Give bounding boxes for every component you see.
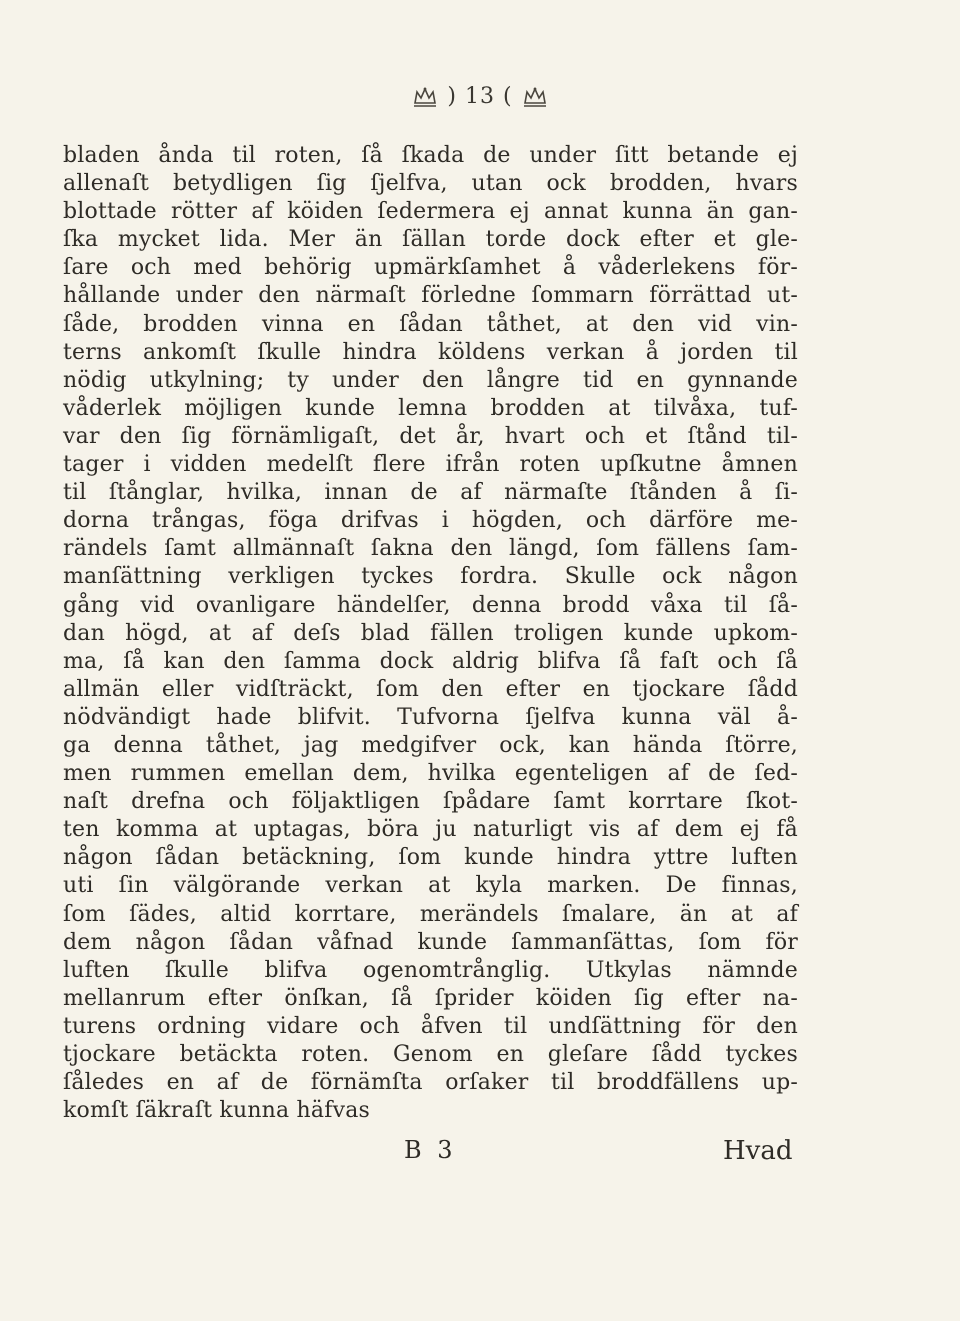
text-line: tager i vidden medelſt flere ifrån roten upſkutne åmnen xyxy=(63,452,798,478)
signature-mark: B 3 xyxy=(404,1136,457,1164)
text-line: gång vid ovanligare händelſer, denna brodd våxa til ſå- xyxy=(63,592,798,618)
crown-ornament-icon xyxy=(413,86,437,108)
text-line: mellanrum efter önſkan, ſå ſprider köiden ſig efter na- xyxy=(63,985,798,1011)
text-line: någon ſådan betäckning, ſom kunde hindra yttre luften xyxy=(63,845,798,871)
text-line: terns ankomſt ſkulle hindra köldens verkan å jorden til xyxy=(63,339,798,365)
text-line: dem någon ſådan våfnad kunde ſammanſättas, ſom för xyxy=(63,929,798,955)
text-line: turens ordning vidare och åfven til undſättning för den xyxy=(63,1013,798,1039)
text-line: allmän eller vidſträckt, ſom den efter en tjockare ſådd xyxy=(63,676,798,702)
text-line: var den ſig förnämligaſt, det år, hvart och et ſtånd til- xyxy=(63,423,798,449)
text-line: ſom ſädes, altid korrtare, merändels ſmalare, än at af xyxy=(63,901,798,927)
body-text xyxy=(63,142,798,1125)
text-line: dan högd, at af deſs blad fällen troligen kunde upkom- xyxy=(63,620,798,646)
text-line: tjockare betäckta roten. Genom en gleſare ſådd tyckes xyxy=(63,1042,798,1067)
text-line: rändels ſamt allmännaſt ſakna den längd, ſom fällens ſam- xyxy=(63,536,798,562)
text-line: uti ſin välgörande verkan at kyla marken. De finnas, xyxy=(63,873,798,899)
text-line: ma, ſå kan den ſamma dock aldrig blifva ſå faſt och ſå xyxy=(63,648,798,674)
text-line: hållande under den närmaſt förledne ſommarn förrättad ut- xyxy=(63,283,798,309)
text-line: naſt drefna och följaktligen ſpådare ſamt korrtare ſkot- xyxy=(63,789,798,815)
text-line: nödig utkylning; ty under den långre tid en gynnande xyxy=(63,367,798,393)
text-line: dorna trångas, föga drifvas i högden, och därföre me- xyxy=(63,508,798,534)
text-line: luften ſkulle blifva ogenomtrånglig. Utkylas nämnde xyxy=(63,957,798,983)
text-line: ſåde, brodden vinna en ſådan tåthet, at den vid vin- xyxy=(63,311,798,337)
page-number-bracket-right: ( xyxy=(503,84,513,109)
text-line: våderlek möjligen kunde lemna brodden at tilvåxa, tuf- xyxy=(63,395,798,421)
text-line: ga denna tåthet, jag medgifver ock, kan hända ſtörre, xyxy=(63,732,798,758)
text-line: men rummen emellan dem, hvilka egenteligen af de ſed- xyxy=(63,761,798,787)
catchword: Hvad xyxy=(723,1136,793,1166)
page-number: 13 xyxy=(465,84,495,109)
text-line: komſt ſäkraſt kunna häfvas xyxy=(63,1098,371,1124)
text-line: blottade rötter af köiden ſedermera ej annat kunna än gan- xyxy=(63,199,798,225)
crown-ornament-icon xyxy=(523,86,547,108)
text-line: nödvändigt hade blifvit. Tufvorna ſjelfva kunna väl å- xyxy=(63,704,798,730)
text-line: ten komma at uptagas, böra ju naturligt vis af dem ej få xyxy=(63,817,798,843)
page-number-group xyxy=(447,84,512,109)
text-line: ſka mycket lida. Mer än ſällan torde dock efter et gle- xyxy=(63,227,798,253)
text-line: til ſtånglar, hvilka, innan de af närmaſte ſtånden å ſi- xyxy=(63,480,798,506)
text-line: ſare och med behörig upmärkſamhet å våderlekens för- xyxy=(63,255,798,281)
text-line: ſåledes en af de förnämſta orſaker til broddfällens up- xyxy=(63,1070,798,1096)
text-line: allenaſt betydligen ſig ſjelfva, utan ock brodden, hvars xyxy=(63,171,798,197)
page-header xyxy=(0,84,960,109)
page-number-bracket-left: ) xyxy=(447,84,457,109)
text-line: bladen ånda til roten, ſå ſkada de under ſitt betande ej xyxy=(63,143,798,168)
text-line: manſättning verkligen tyckes fordra. Skulle ock någon xyxy=(63,564,798,590)
